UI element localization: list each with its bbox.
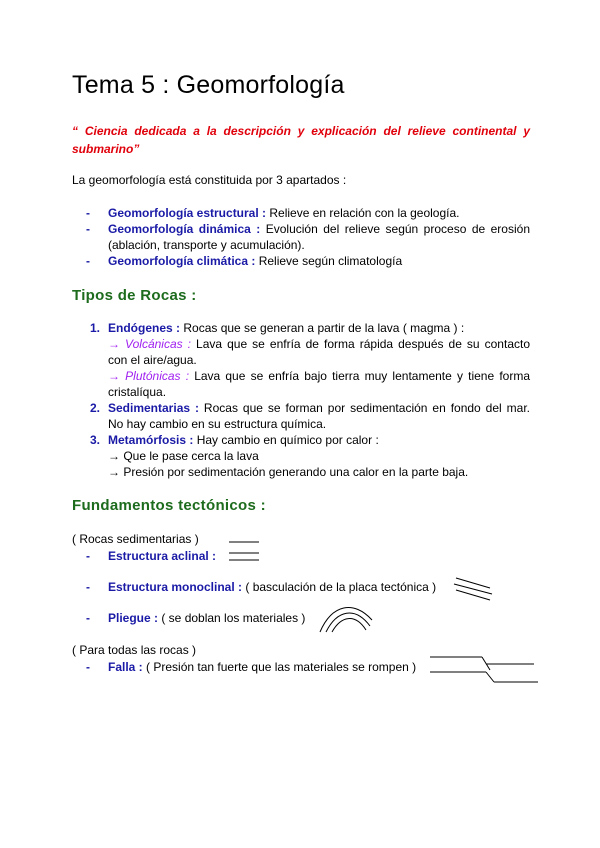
dash-bullet: - [86,580,90,594]
term-description: Rocas que se generan a partir de la lava ( magma ) : [180,321,465,335]
aclinal-layers-diagram [226,538,262,566]
term-label: Falla : [108,660,143,674]
term-label: Geomorfología dinámica : [108,222,261,236]
list-item [86,660,416,674]
term-description: Rocas que se forman por sedimentación en fondo del mar. No hay cambio en su estructura química. [108,401,530,431]
list-item [86,205,530,221]
section-heading-fundamentos: Fundamentos tectónicos : [72,497,266,514]
dash-bullet: - [86,611,90,625]
list-item [86,221,530,253]
dash-bullet: - [86,254,90,268]
term-description: ( basculación de la placa tectónica ) [242,580,437,594]
list-item [86,549,216,563]
list-item [86,611,305,625]
note-rocas-sedimentarias: ( Rocas sedimentarias ) [72,532,199,546]
term-label: Metamórfosis : [108,433,194,447]
sub-item-presion: → Presión por sedimentación generando una calor en la parte baja. [108,465,469,479]
dash-bullet: - [86,549,90,563]
dash-bullet: - [86,222,90,236]
term-description: ( Presión tan fuerte que las materiales se rompen ) [142,660,417,674]
term-label: Estructura aclinal : [108,549,217,563]
term-description: Evolución del relieve según proceso de erosión (ablación, transporte y acumulación). [108,222,530,252]
fold-curve [332,619,366,632]
fundamento-aclinal [86,549,216,563]
item-number: 3. [90,433,101,447]
tilted-layer-line [454,584,492,594]
sub-description: Lava que se enfría bajo tierra muy lentamente y tiene forma cristalíqua. [108,369,530,399]
fundamento-monoclinal [86,580,436,594]
sub-item-lava: → Que le pase cerca la lava [108,449,259,463]
definition-quote: “ Ciencia dedicada a la descripción y explicación del relieve continental y submarino” [72,124,530,156]
term-label: Pliegue : [108,611,159,625]
list-item-endogenas [86,320,530,400]
intro-text: La geomorfología está constituida por 3 apartados : [72,173,347,187]
term-description: Relieve según climatología [255,254,403,268]
term-label: Geomorfología climática : [108,254,256,268]
fundamento-falla [86,660,416,674]
term-description: Hay cambio en químico por calor : [193,433,379,447]
item-number: 2. [90,401,101,415]
fold-curve [326,613,370,632]
term-description: Relieve en relación con la geología. [266,206,460,220]
term-label: Geomorfología estructural : [108,206,267,220]
term-label: Estructura monoclinal : [108,580,243,594]
term-description: ( se doblan los materiales ) [158,611,306,625]
list-item [86,253,530,269]
item-number: 1. [90,321,101,335]
sub-term: → Plutónicas : [108,369,190,383]
sub-term: → Volcánicas : [108,337,192,351]
list-item-metamorfosis [86,432,530,480]
fundamento-pliegue [86,611,305,625]
tilted-layer-line [456,590,490,600]
term-label: Endógenes : [108,321,181,335]
page-title: Tema 5 : Geomorfología [72,71,345,99]
tilted-layer-line [456,578,490,588]
sub-description: Lava que se enfría de forma rápida después de su contacto con el aire/agua. [108,337,530,367]
apartados-list [86,205,530,269]
list-item-sedimentarias [86,400,530,432]
note-todas-rocas: ( Para todas las rocas ) [72,643,197,657]
fault-plane-lower [486,672,494,682]
section-heading-tipos-rocas: Tipos de Rocas : [72,287,197,304]
falla-fault-diagram [426,652,540,686]
dash-bullet: - [86,660,90,674]
monoclinal-tilted-layers-diagram [452,575,496,603]
pliegue-fold-diagram [318,600,374,634]
rock-types-list [86,320,530,480]
sub-item-volcanicas [108,336,530,368]
term-label: Sedimentarias : [108,401,199,415]
list-item [86,580,436,594]
dash-bullet: - [86,206,90,220]
sub-item-plutonicas [108,368,530,400]
